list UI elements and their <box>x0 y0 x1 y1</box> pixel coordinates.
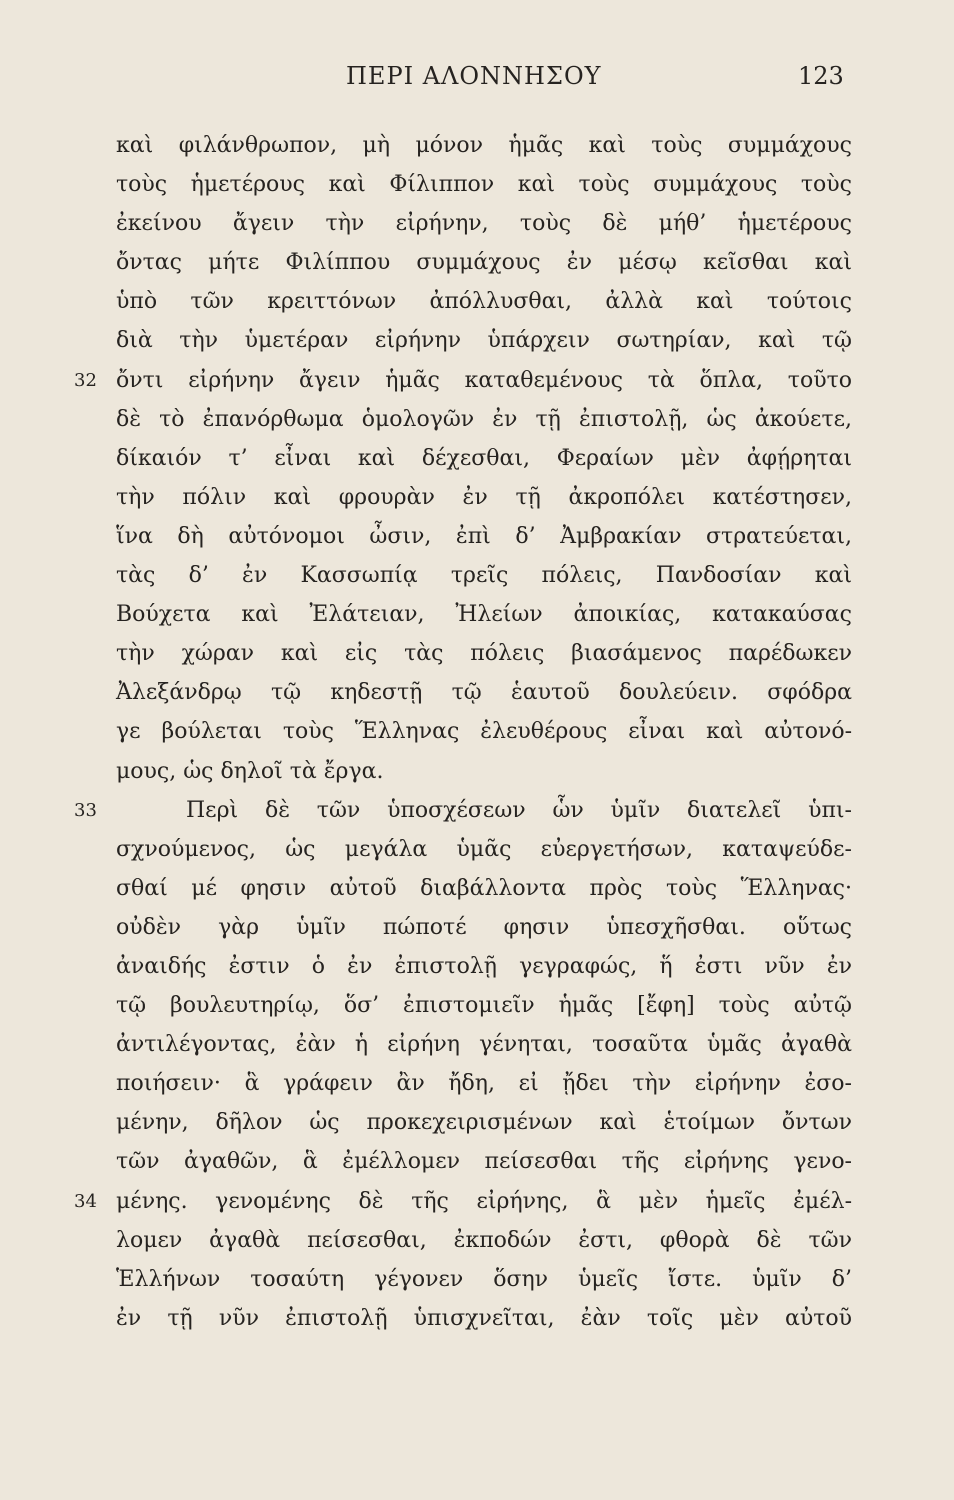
text-line <box>116 986 852 1025</box>
text-line <box>116 204 852 243</box>
text-line <box>116 1103 852 1142</box>
line-text: ὄντας μήτε Φιλίππου συμμάχους ἐν μέσῳ κεῖσθαι καὶ <box>116 250 852 276</box>
line-text: σχνούμενος, ὡς μεγάλα ὑμᾶς εὐεργετήσων, καταψεύδε- <box>116 836 852 862</box>
text-line <box>116 400 852 439</box>
line-text: ἀναιδής ἐστιν ὁ ἐν ἐπιστολῇ γεγραφώς, ἥ ἐστι νῦν ἐν <box>116 953 852 979</box>
text-line <box>74 1182 852 1221</box>
text-line <box>116 165 852 204</box>
line-text: τοὺς ἡμετέρους καὶ Φίλιππον καὶ τοὺς συμμάχους τοὺς <box>116 172 852 198</box>
text-line <box>74 361 852 400</box>
line-text: Βούχετα καὶ Ἐλάτειαν, Ἠλείων ἀποικίας, κατακαύσας <box>116 602 852 628</box>
text-line <box>116 595 852 634</box>
line-text: Ἀλεξάνδρῳ τῷ κηδεστῇ τῷ ἑαυτοῦ δουλεύειν. σφόδρα <box>116 680 852 706</box>
text-line <box>116 1025 852 1064</box>
text-line <box>74 791 852 830</box>
line-text: ἵνα δὴ αὐτόνομοι ὦσιν, ἐπὶ δ’ Ἀμβρακίαν στρατεύεται, <box>116 523 852 549</box>
line-text: ἀντιλέγοντας, ἐὰν ἡ εἰρήνη γένηται, τοσαῦτα ὑμᾶς ἀγαθὰ <box>116 1032 852 1058</box>
line-text: οὐδὲν γὰρ ὑμῖν πώποτέ φησιν ὑπεσχῆσθαι. οὕτως <box>116 914 852 940</box>
line-text: τὴν πόλιν καὶ φρουρὰν ἐν τῇ ἀκροπόλει κατέστησεν, <box>116 484 852 510</box>
section-number: 33 <box>74 799 97 821</box>
line-text: τῶν ἀγαθῶν, ἃ ἐμέλλομεν πείσεσθαι τῆς εἰρήνης γενο- <box>116 1149 852 1175</box>
line-text: δὲ τὸ ἐπανόρθωμα ὁμολογῶν ἐν τῇ ἐπιστολῇ, ὡς ἀκούετε, <box>116 406 852 432</box>
line-text: ὑπὸ τῶν κρειττόνων ἀπόλλυσθαι, ἀλλὰ καὶ τούτοις <box>116 289 852 315</box>
text-line <box>116 752 852 791</box>
line-text: μους, ὡς δηλοῖ τὰ ἔργα. <box>116 758 384 784</box>
line-text: λομεν ἀγαθὰ πείσεσθαι, ἐκποδών ἐστι, φθορὰ δὲ τῶν <box>116 1227 852 1253</box>
text-line <box>116 478 852 517</box>
line-text: τὰς δ’ ἐν Κασσωπίᾳ τρεῖς πόλεις, Πανδοσίαν καὶ <box>116 563 852 589</box>
running-title: ΠΕΡΙ ΑΛΟΝΝΗΣΟΥ <box>346 62 602 90</box>
line-text: τῷ βουλευτηρίῳ, ὅσ’ ἐπιστομιεῖν ἡμᾶς [ἔφη] τοὺς αὐτῷ <box>116 993 852 1019</box>
line-text: ἐν τῇ νῦν ἐπιστολῇ ὑπισχνεῖται, ἐὰν τοῖς μὲν αὐτοῦ <box>116 1305 852 1331</box>
line-text: Περὶ δὲ τῶν ὑποσχέσεων ὧν ὑμῖν διατελεῖ ὑπι- <box>186 797 852 823</box>
text-line <box>116 634 852 673</box>
text-line <box>116 908 852 947</box>
line-text: ἐκείνου ἄγειν τὴν εἰρήνην, τοὺς δὲ μήθ’ ἡμετέρους <box>116 211 852 237</box>
body-text <box>74 126 852 1338</box>
text-line <box>116 517 852 556</box>
text-line <box>116 947 852 986</box>
text-line <box>116 439 852 478</box>
text-line <box>116 1299 852 1338</box>
text-line <box>116 321 852 360</box>
page-number: 123 <box>798 62 844 90</box>
line-text: δίκαιόν τ’ εἶναι καὶ δέχεσθαι, Φεραίων μὲν ἀφῄρηται <box>116 445 852 471</box>
text-line <box>116 282 852 321</box>
line-text: μένην, δῆλον ὡς προκεχειρισμένων καὶ ἑτοίμων ὄντων <box>116 1110 852 1136</box>
line-text: τὴν χώραν καὶ εἰς τὰς πόλεις βιασάμενος παρέδωκεν <box>116 641 852 667</box>
page-header <box>0 62 954 96</box>
line-text: ὄντι εἰρήνην ἄγειν ἡμᾶς καταθεμένους τὰ ὅπλα, τοῦτο <box>116 367 852 393</box>
line-text: σθαί μέ φησιν αὐτοῦ διαβάλλοντα πρὸς τοὺς Ἕλληνας· <box>116 875 852 901</box>
line-text: διὰ τὴν ὑμετέραν εἰρήνην ὑπάρχειν σωτηρίαν, καὶ τῷ <box>116 328 852 354</box>
line-text: καὶ φιλάνθρωπον, μὴ μόνον ἡμᾶς καὶ τοὺς συμμάχους <box>116 133 852 158</box>
section-number: 32 <box>74 369 97 391</box>
line-text: μένης. γενομένης δὲ τῆς εἰρήνης, ἃ μὲν ἡμεῖς ἐμέλ- <box>116 1188 852 1214</box>
text-line <box>116 1260 852 1299</box>
text-line <box>116 869 852 908</box>
line-text: Ἑλλήνων τοσαύτη γέγονεν ὅσην ὑμεῖς ἴστε. ὑμῖν δ’ <box>116 1266 852 1292</box>
text-line <box>116 126 852 165</box>
text-line <box>116 1221 852 1260</box>
text-line <box>116 712 852 751</box>
text-line <box>116 830 852 869</box>
text-line <box>116 1064 852 1103</box>
text-line <box>116 673 852 712</box>
line-text: ποιήσειν· ἃ γράφειν ἂν ἤδη, εἰ ᾔδει τὴν εἰρήνην ἐσο- <box>116 1071 852 1097</box>
text-line <box>116 1142 852 1181</box>
text-line <box>116 243 852 282</box>
text-line <box>116 556 852 595</box>
section-number: 34 <box>74 1190 97 1212</box>
line-text: γε βούλεται τοὺς Ἕλληνας ἐλευθέρους εἶναι καὶ αὐτονό- <box>116 719 852 745</box>
